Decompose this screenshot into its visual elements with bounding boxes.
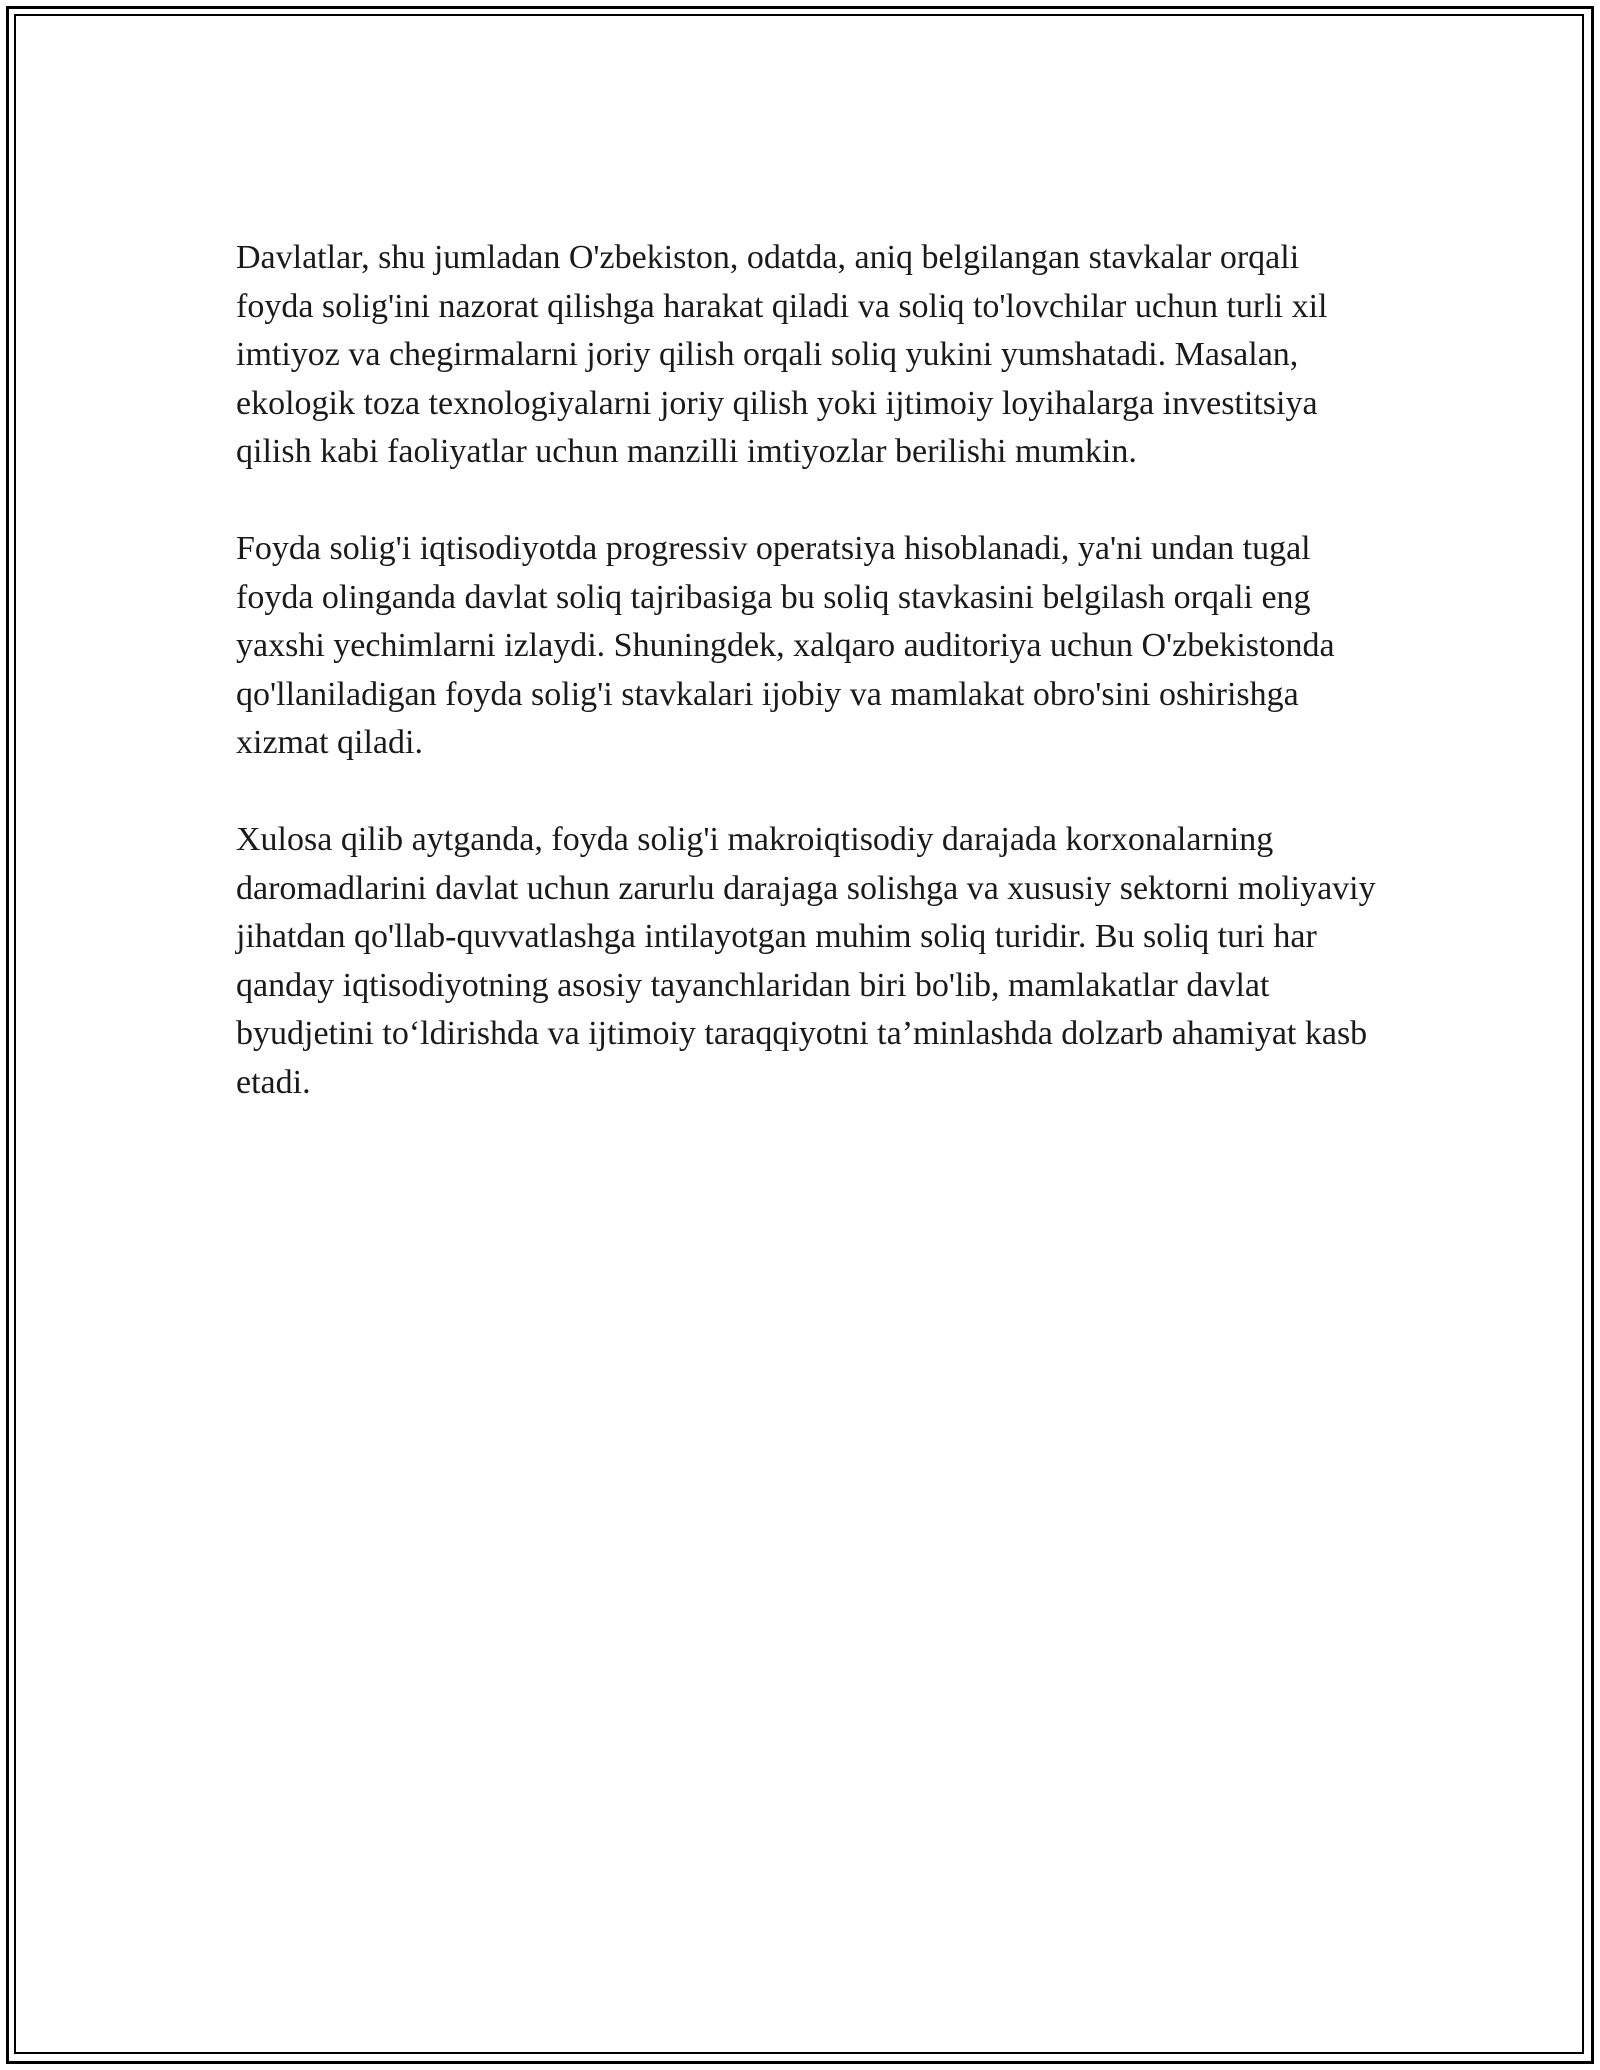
document-body — [236, 234, 1376, 1156]
paragraph-1: Davlatlar, shu jumladan O'zbekiston, odatda, aniq belgilangan stavkalar orqali foyda solig'ini nazorat qilishga harakat qiladi va soliq to'lovchilar uchun turli xil imtiyoz va chegirmalarni joriy qilish orqali soliq yukini yumshatadi. Masalan, ekologik toza texnologiyalarni joriy qilish yoki ijtimoiy loyihalarga investitsiya qilish kabi faoliyatlar uchun manzilli imtiyozlar berilishi mumkin. — [236, 239, 1328, 470]
paragraph-3: Xulosa qilib aytganda, foyda solig'i makroiqtisodiy darajada korxonalarning daromadlarini davlat uchun zarurlu darajaga solishga va xususiy sektorni moliyaviy jihatdan qo'llab-quvvatlashga intilayotgan muhim soliq turidir. Bu soliq turi har qanday iqtisodiyotning asosiy tayanchlaridan biri bo'lib, mamlakatlar davlat byudjetini to‘ldirishda va ijtimoiy taraqqiyotni ta’minlashda dolzarb ahamiyat kasb etadi. — [236, 821, 1376, 1101]
paragraph-2: Foyda solig'i iqtisodiyotda progressiv operatsiya hisoblanadi, ya'ni undan tugal foyda olinganda davlat soliq tajribasiga bu soliq stavkasini belgilash orqali eng yaxshi yechimlarni izlaydi. Shuningdek, xalqaro auditoriya uchun O'zbekistonda qo'llaniladigan foyda solig'i stavkalari ijobiy va mamlakat obro'sini oshirishga xizmat qiladi. — [236, 530, 1335, 761]
